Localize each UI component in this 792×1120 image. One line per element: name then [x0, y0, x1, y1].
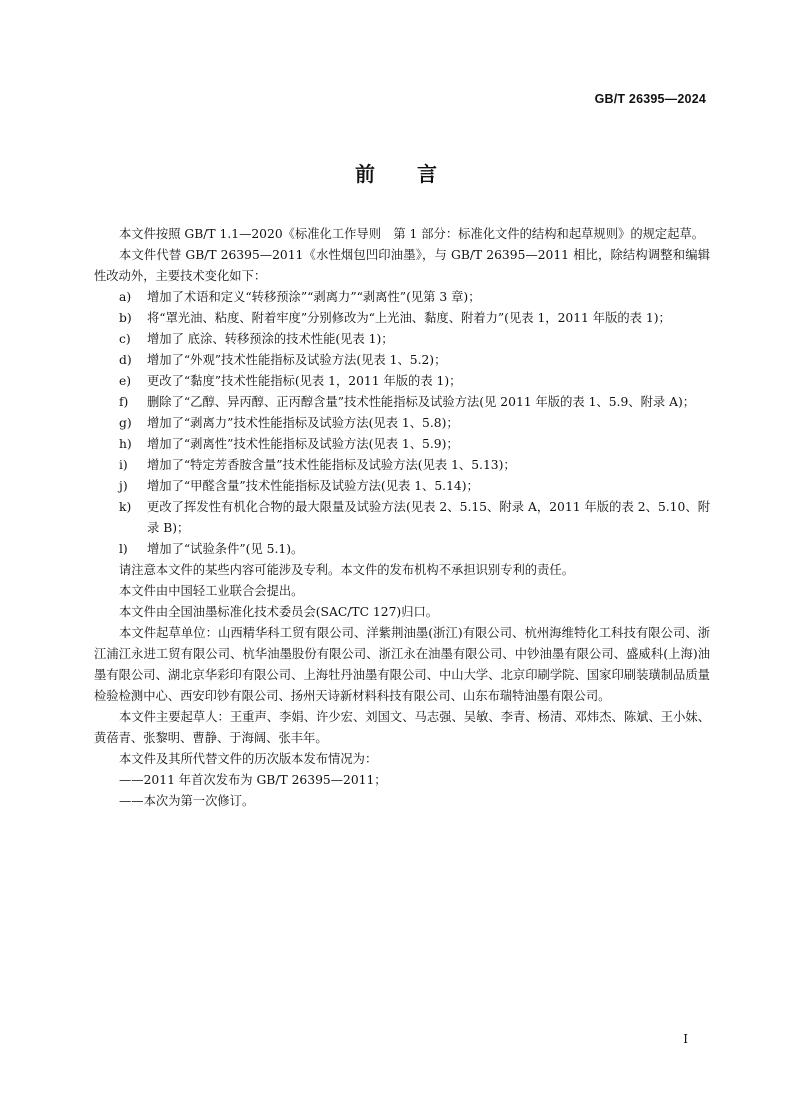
list-item: [94, 329, 710, 350]
list-item: [94, 308, 710, 329]
list-item-label: k): [119, 500, 132, 514]
history-item: ——2011 年首次发布为 GB/T 26395—2011；: [119, 773, 387, 787]
list-item: [94, 413, 710, 434]
list-item: [94, 371, 710, 392]
foreword-body: [94, 224, 710, 812]
list-item-text: 增加了“试验条件”(见 5.1)。: [147, 542, 304, 556]
list-item-text: 将“罩光油、粘度、附着牢度”分别修改为“上光油、黏度、附着力”(见表 1，2011 年版的表 1)；: [147, 311, 671, 325]
paragraph-drafting-rules: 本文件按照 GB/T 1.1—2020《标准化工作导则 第 1 部分：标准化文件的结构和起草规则》的规定起草。: [119, 227, 705, 241]
list-item-text: 增加了 底涂、转移预涂的技术性能(见表 1)；: [147, 332, 394, 346]
changes-list: [94, 287, 710, 560]
list-item-text: 增加了“甲醛含量”技术性能指标及试验方法(见表 1、5.14)；: [147, 479, 479, 493]
list-item-text: 增加了“剥离性”技术性能指标及试验方法(见表 1、5.9)；: [147, 437, 459, 451]
list-item-label: j): [119, 479, 128, 493]
list-item-label: l): [119, 542, 128, 556]
list-item-text: 增加了术语和定义“转移预涂”“剥离力”“剥离性”(见第 3 章)；: [147, 290, 481, 304]
list-item-text: 增加了“特定芳香胺含量”技术性能指标及试验方法(见表 1、5.13)；: [147, 458, 516, 472]
paragraph-patent-notice: 请注意本文件的某些内容可能涉及专利。本文件的发布机构不承担识别专利的责任。: [119, 563, 574, 577]
list-item-text: 删除了“乙醇、异丙醇、正丙醇含量”技术性能指标及试验方法(见 2011 年版的表 1、5.9、附录 A)；: [147, 395, 696, 409]
list-item-label: c): [119, 332, 131, 346]
list-item-text: 增加了“外观”技术性能指标及试验方法(见表 1、5.2)；: [147, 353, 447, 367]
list-item-label: a): [119, 290, 132, 304]
list-item: [94, 497, 710, 539]
list-item-label: d): [119, 353, 132, 367]
list-item-text: 更改了“黏度”技术性能指标(见表 1，2011 年版的表 1)；: [147, 374, 462, 388]
list-item-label: e): [119, 374, 132, 388]
list-item-text: 更改了挥发性有机化合物的最大限量及试验方法(见表 2、5.15、附录 A，2011 年版的表 2、5.10、附录 B)；: [147, 500, 710, 535]
paragraph-proposer: 本文件由中国轻工业联合会提出。: [119, 584, 304, 598]
list-item-label: f): [119, 395, 129, 409]
list-item: [94, 539, 710, 560]
page-number: I: [683, 1032, 688, 1046]
list-item-label: g): [119, 416, 132, 430]
history-item: ——本次为第一次修订。: [119, 794, 255, 808]
paragraph-replacement: 本文件代替 GB/T 26395—2011《水性烟包凹印油墨》，与 GB/T 26395—2011 相比，除结构调整和编辑性改动外，主要技术变化如下：: [94, 248, 710, 283]
list-item: [94, 392, 710, 413]
list-item-text: 增加了“剥离力”技术性能指标及试验方法(见表 1、5.8)；: [147, 416, 459, 430]
list-item: [94, 434, 710, 455]
list-item-label: h): [119, 437, 132, 451]
list-item: [94, 287, 710, 308]
paragraph-history-intro: 本文件及其所代替文件的历次版本发布情况为：: [119, 752, 378, 766]
paragraph-drafting-units: 本文件起草单位：山西精华科工贸有限公司、洋紫荆油墨(浙江)有限公司、杭州海维特化工科技有限公司、浙江浦江永进工贸有限公司、杭华油墨股份有限公司、浙江永在油墨有限公司、中钞油墨有限公司、盛威科(上海)油墨有限公司、湖北京华彩印有限公司、上海牡丹油墨有限公司、中山大学、北京印刷学院、国家印刷装璜制品质量检验检测中心、西安印钞有限公司、扬州天诗新材料科技有限公司、山东布瑞特油墨有限公司。: [94, 626, 710, 703]
list-item-label: i): [119, 458, 128, 472]
list-item: [94, 455, 710, 476]
list-item-label: b): [119, 311, 132, 325]
list-item: [94, 476, 710, 497]
list-item: [94, 350, 710, 371]
paragraph-committee: 本文件由全国油墨标准化技术委员会(SAC/TC 127)归口。: [119, 605, 439, 619]
paragraph-drafters: 本文件主要起草人：王重声、李娟、许少宏、刘国文、马志强、吴敏、李青、杨清、邓炜杰、陈斌、王小妹、黄蓓青、张黎明、曹静、于海阔、张丰年。: [94, 710, 710, 745]
page-title: 前言: [355, 162, 479, 186]
standard-number: GB/T 26395—2024: [594, 92, 706, 106]
